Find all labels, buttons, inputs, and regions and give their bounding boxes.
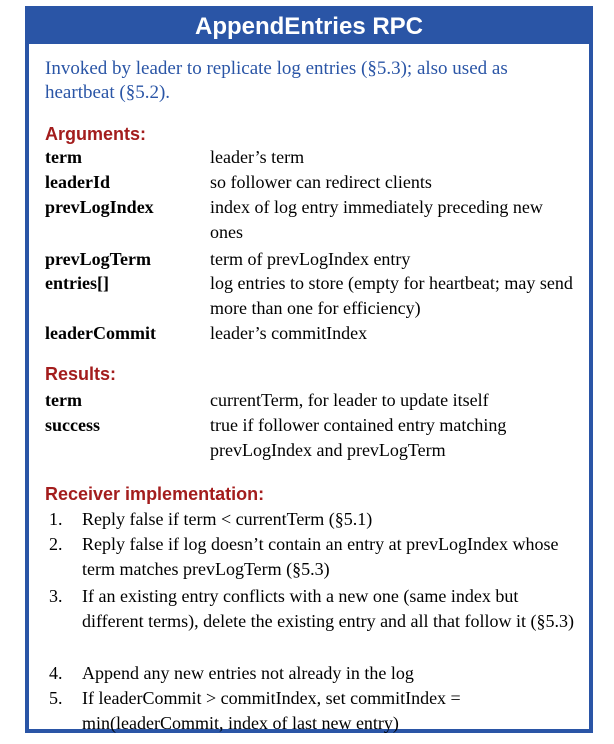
argument-desc: leader’s term [210, 147, 305, 167]
rpc-card [25, 6, 593, 733]
step-text: If an existing entry conflicts with a new one (same index but different terms), delete the existing entry and all that follow it (§5.3) [82, 586, 575, 631]
step-number: 2. [49, 534, 63, 554]
argument-name: leaderId [45, 172, 110, 192]
step-number: 5. [49, 688, 63, 708]
receiver-heading: Receiver implementation: [45, 484, 265, 504]
arguments-heading: Arguments: [45, 124, 147, 144]
result-name: term [45, 390, 82, 410]
step-number: 1. [49, 509, 63, 529]
argument-row-prevlogindex [45, 195, 575, 245]
argument-row-prevlogterm [45, 247, 575, 272]
receiver-step-3 [45, 584, 575, 659]
argument-desc: leader’s commitIndex [210, 323, 368, 343]
argument-name: term [45, 147, 82, 167]
argument-row-leadercommit [45, 321, 575, 346]
argument-row-entries [45, 271, 575, 321]
result-row-success [45, 413, 575, 463]
step-text: Reply false if term < currentTerm (§5.1) [82, 509, 373, 529]
step-number: 4. [49, 663, 63, 683]
intro-text: Invoked by leader to replicate log entries (§5.3); also used as heartbeat (§5.2). [45, 58, 508, 103]
receiver-step-4 [45, 661, 575, 686]
result-row-term [45, 388, 575, 413]
argument-name: prevLogIndex [45, 197, 154, 217]
step-text: Append any new entries not already in the log [82, 663, 414, 683]
receiver-step-5 [45, 686, 575, 736]
step-text: Reply false if log doesn’t contain an entry at prevLogIndex whose term matches prevLogTerm (§5.3) [82, 534, 559, 579]
result-name: success [45, 415, 100, 435]
argument-desc: log entries to store (empty for heartbeat; may send more than one for efficiency) [210, 273, 573, 318]
argument-name: prevLogTerm [45, 249, 151, 269]
results-heading: Results: [45, 364, 117, 384]
argument-row-leaderid [45, 170, 575, 195]
argument-desc: so follower can redirect clients [210, 172, 432, 192]
argument-desc: term of prevLogIndex entry [210, 249, 411, 269]
argument-desc: index of log entry immediately preceding new ones [210, 197, 543, 242]
argument-name: leaderCommit [45, 323, 156, 343]
result-desc: true if follower contained entry matching prevLogIndex and prevLogTerm [210, 415, 507, 460]
step-text: If leaderCommit > commitIndex, set commitIndex = min(leaderCommit, index of last new entry) [82, 688, 461, 733]
card-title: AppendEntries RPC [29, 10, 589, 44]
argument-name: entries[] [45, 273, 109, 293]
receiver-step-2 [45, 532, 575, 582]
result-desc: currentTerm, for leader to update itself [210, 390, 489, 410]
receiver-step-1 [45, 507, 575, 532]
step-number: 3. [49, 586, 63, 606]
argument-row-term [45, 145, 575, 170]
